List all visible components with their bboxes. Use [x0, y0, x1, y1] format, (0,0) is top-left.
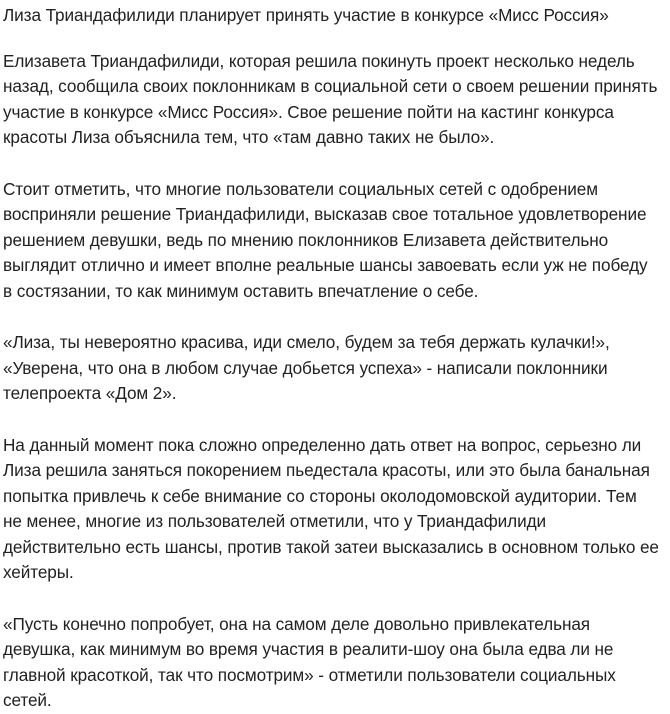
- paragraph-line: хейтеры.: [3, 562, 74, 583]
- paragraph-line: Елизавета Триандафилиди, которая решила покинуть проект несколько недель: [3, 50, 635, 71]
- spacer: [3, 407, 667, 433]
- paragraph-line: в состязании, то как минимум оставить впечатление о себе.: [3, 280, 479, 301]
- paragraph-3: [3, 330, 667, 407]
- paragraph-line: Стоит отметить, что многие пользователи социальных сетей с одобрением: [3, 178, 598, 199]
- spacer: [3, 151, 667, 177]
- paragraph-line: красоты Лиза объяснила тем, что «там давно таких не было».: [3, 127, 495, 148]
- paragraph-1: [3, 49, 667, 151]
- paragraph-4: [3, 433, 667, 587]
- paragraph-line: участие в конкурсе «Мисс Россия». Свое решение пойти на кастинг конкурса: [3, 101, 614, 122]
- paragraph-line: не менее, многие из пользователей отметили, что у Триандафилиди: [3, 511, 547, 532]
- spacer: [3, 305, 667, 331]
- paragraph-line: сетей.: [3, 690, 52, 711]
- article: [3, 0, 667, 714]
- paragraph-line: решением девушки, ведь по мнению поклонников Елизавета действительно: [3, 229, 609, 250]
- paragraph-line: девушка, как минимум во время участия в реалити-шоу она была едва ли не: [3, 639, 614, 660]
- paragraph-2: [3, 177, 667, 305]
- paragraph-line: действительно есть шансы, против такой затеи высказались в основном только ее: [3, 536, 659, 557]
- article-headline: Лиза Триандафилиди планирует принять участие в конкурсе «Мисс Россия»: [3, 5, 609, 25]
- paragraph-line: «Пусть конечно попробует, она на самом деле довольно привлекательная: [3, 613, 591, 634]
- paragraph-line: На данный момент пока сложно определенно дать ответ на вопрос, серьезно ли: [3, 434, 642, 455]
- spacer: [3, 586, 667, 612]
- paragraph-line: главной красоткой, так что посмотрим» - отметили пользователи социальных: [3, 664, 616, 685]
- paragraph-line: телепроекта «Дом 2».: [3, 383, 177, 404]
- paragraph-line: попытка привлечь к себе внимание со стороны околодомовской аудитории. Тем: [3, 485, 637, 506]
- paragraph-line: «Уверена, что она в любом случае добьется успеха» - написали поклонники: [3, 357, 608, 378]
- paragraph-5: [3, 612, 667, 714]
- paragraph-line: «Лиза, ты невероятно красива, иди смело, будем за тебя держать кулачки!»,: [3, 332, 610, 353]
- paragraph-line: восприняли решение Триандафилиди, высказав свое тотальное удовлетворение: [3, 204, 647, 225]
- paragraph-line: назад, сообщила своих поклонникам в социальной сети о своем решении принять: [3, 76, 658, 97]
- paragraph-line: Лиза решила заняться покорением пьедестала красоты, или это была банальная: [3, 460, 650, 481]
- paragraph-line: выглядит отлично и имеет вполне реальные шансы завоевать если уж не победу: [3, 255, 648, 276]
- spacer: [3, 29, 667, 49]
